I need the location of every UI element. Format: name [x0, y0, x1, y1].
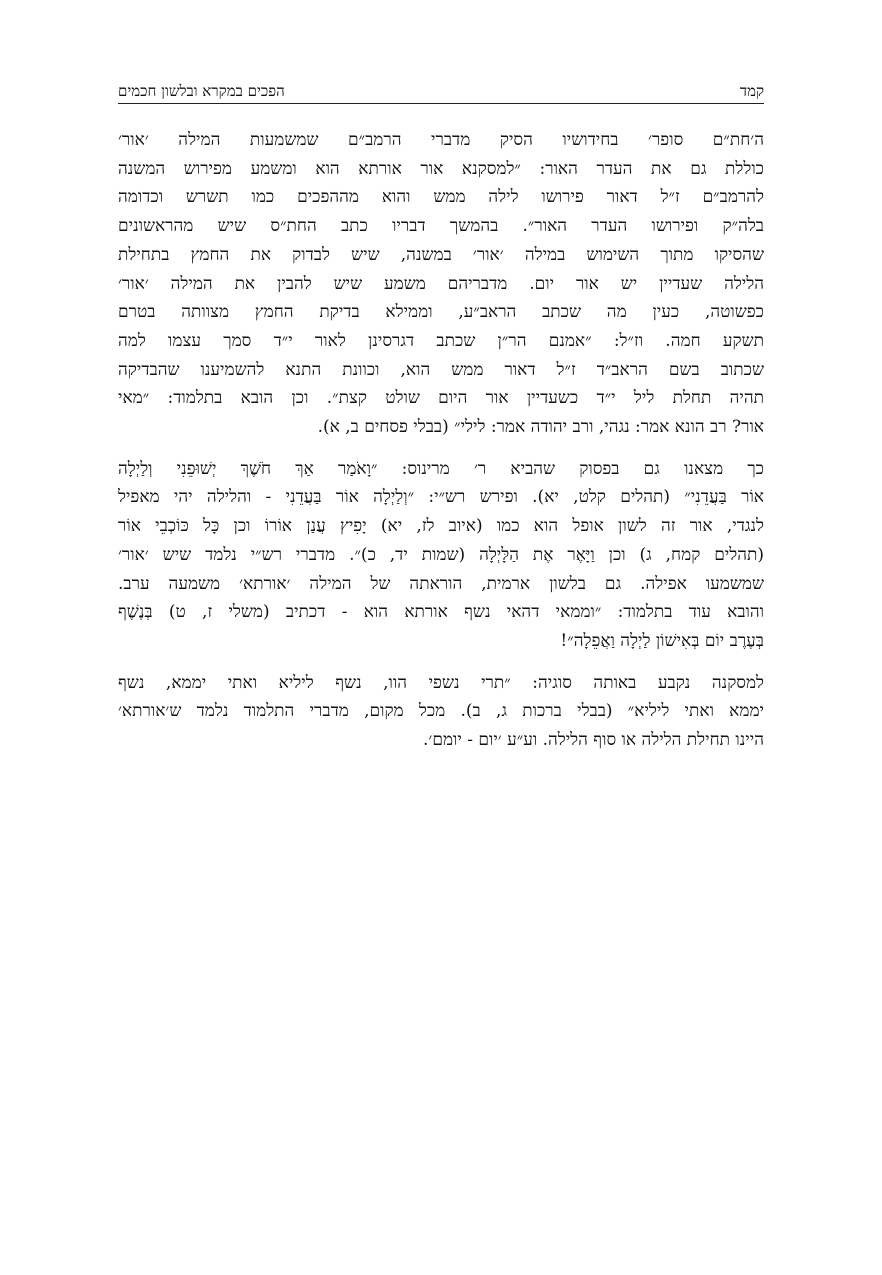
text-line: תהיה תחלת ליל י״ד כשעדיין אור היום שולט קצת״. וכן הובא בתלמוד: ״מאי: [118, 388, 764, 409]
text-line: יממא ואתי ליליא״ (בבלי ברכות ג, ב). מכל מקום, מדברי התלמוד נלמד ש׳אורתא׳: [118, 701, 764, 722]
text-line: שכתוב בשם הראב״ד ז״ל דאור ממש הוא, וכוונת התנא להשמיענו שהבדיקה: [118, 359, 764, 380]
text-line: (תהלים קמח, ג) וכן וַיָּאֶר אֶת הַלָּיְלָה (שמות יד, כ)״. מדברי רש״י נלמד שיש ׳אור׳: [118, 544, 764, 565]
text-line: היינו תחילת הלילה או סוף הלילה. וע״ע ׳יום - יומם׳.: [423, 730, 764, 751]
text-line: להרמב״ם ז״ל דאור פירושו לילה ממש והוא מההפכים כמו תשרש וכדומה: [118, 187, 764, 208]
text-line: תשקע חמה. וז״ל: ״אמנם הר״ן שכתב דגרסינן לאור י״ד סמך עצמו למה: [118, 330, 764, 351]
text-line: שמשמעו אפילה. גם בלשון ארמית, הוראתה של המילה ׳אורתא׳ משמעה ערב.: [118, 573, 764, 594]
text-line: כך מצאנו גם בפסוק שהביא ר׳ מרינוס: ״וָאֹמַר אַךְ חֹשֶׁךְ יְשׁוּפֵנִי וְלַיְלָה: [118, 458, 764, 479]
text-line: כפשוטה, כעין מה שכתב הראב״ע, וממילא בדיקת החמץ מצוותה בטרם: [118, 302, 764, 323]
body-text: [118, 126, 764, 768]
text-line: אוֹר בַּעֲדֵנִי״ (תהלים קלט, יא). ופירש רש״י: ״וְלַיְלָה אוֹר בַּעֲדֵנִי - והלילה יהי מאפיל: [118, 487, 764, 508]
paragraph-3: [118, 669, 764, 755]
running-header: [118, 78, 764, 104]
text-line: בלה״ק ופירושו העדר האור״. בהמשך דבריו כתב החת״ס שיש מהראשונים: [118, 216, 764, 237]
text-line: ה׳חת״ם סופר׳ בחידושיו הסיק מדברי הרמב״ם שמשמעות המילה ׳אור׳: [118, 130, 764, 150]
text-line: בְּעֶרֶב יוֹם בְּאִישׁוֹן לַיְלָה וַאֲפֵלָה״!: [560, 630, 764, 651]
text-line: לנגדי, אור זה לשון אופל הוא כמו (איוב לז, יא) יָפִיץ עֲנַן אוֹרוֹ וכן כָּל כּוֹכְבֵי אוֹר: [118, 516, 764, 537]
text-line: הלילה שעדיין יש אור יום. מדבריהם משמע שיש להבין את המילה ׳אור׳: [118, 273, 764, 294]
text-line: למסקנה נקבע באותה סוגיה: ״תרי נשפי הוו, נשף ליליא ואתי יממא, נשף: [118, 672, 764, 693]
running-title: הפכים במקרא ובלשון חכמים: [118, 82, 285, 100]
text-line: והובא עוד בתלמוד: ״וממאי דהאי נשף אורתא הוא - דכתיב (משלי ז, ט) בְּנֶשֶׁף: [118, 602, 764, 623]
text-line: שהסיקו מתוך השימוש במילה ׳אור׳ במשנה, שיש לבדוק את החמץ בתחילת: [118, 244, 764, 265]
text-line: כוללת גם את העדר האור: ״למסקנא אור אורתא הוא ומשמע מפירוש המשנה: [118, 158, 764, 179]
page-number: קמד: [739, 82, 764, 100]
paragraph-1: [118, 126, 764, 442]
text-line: אור? רב הונא אמר: נגהי, ורב יהודה אמר: לילי״ (בבלי פסחים ב, א).: [317, 417, 764, 438]
paragraph-2: [118, 455, 764, 656]
